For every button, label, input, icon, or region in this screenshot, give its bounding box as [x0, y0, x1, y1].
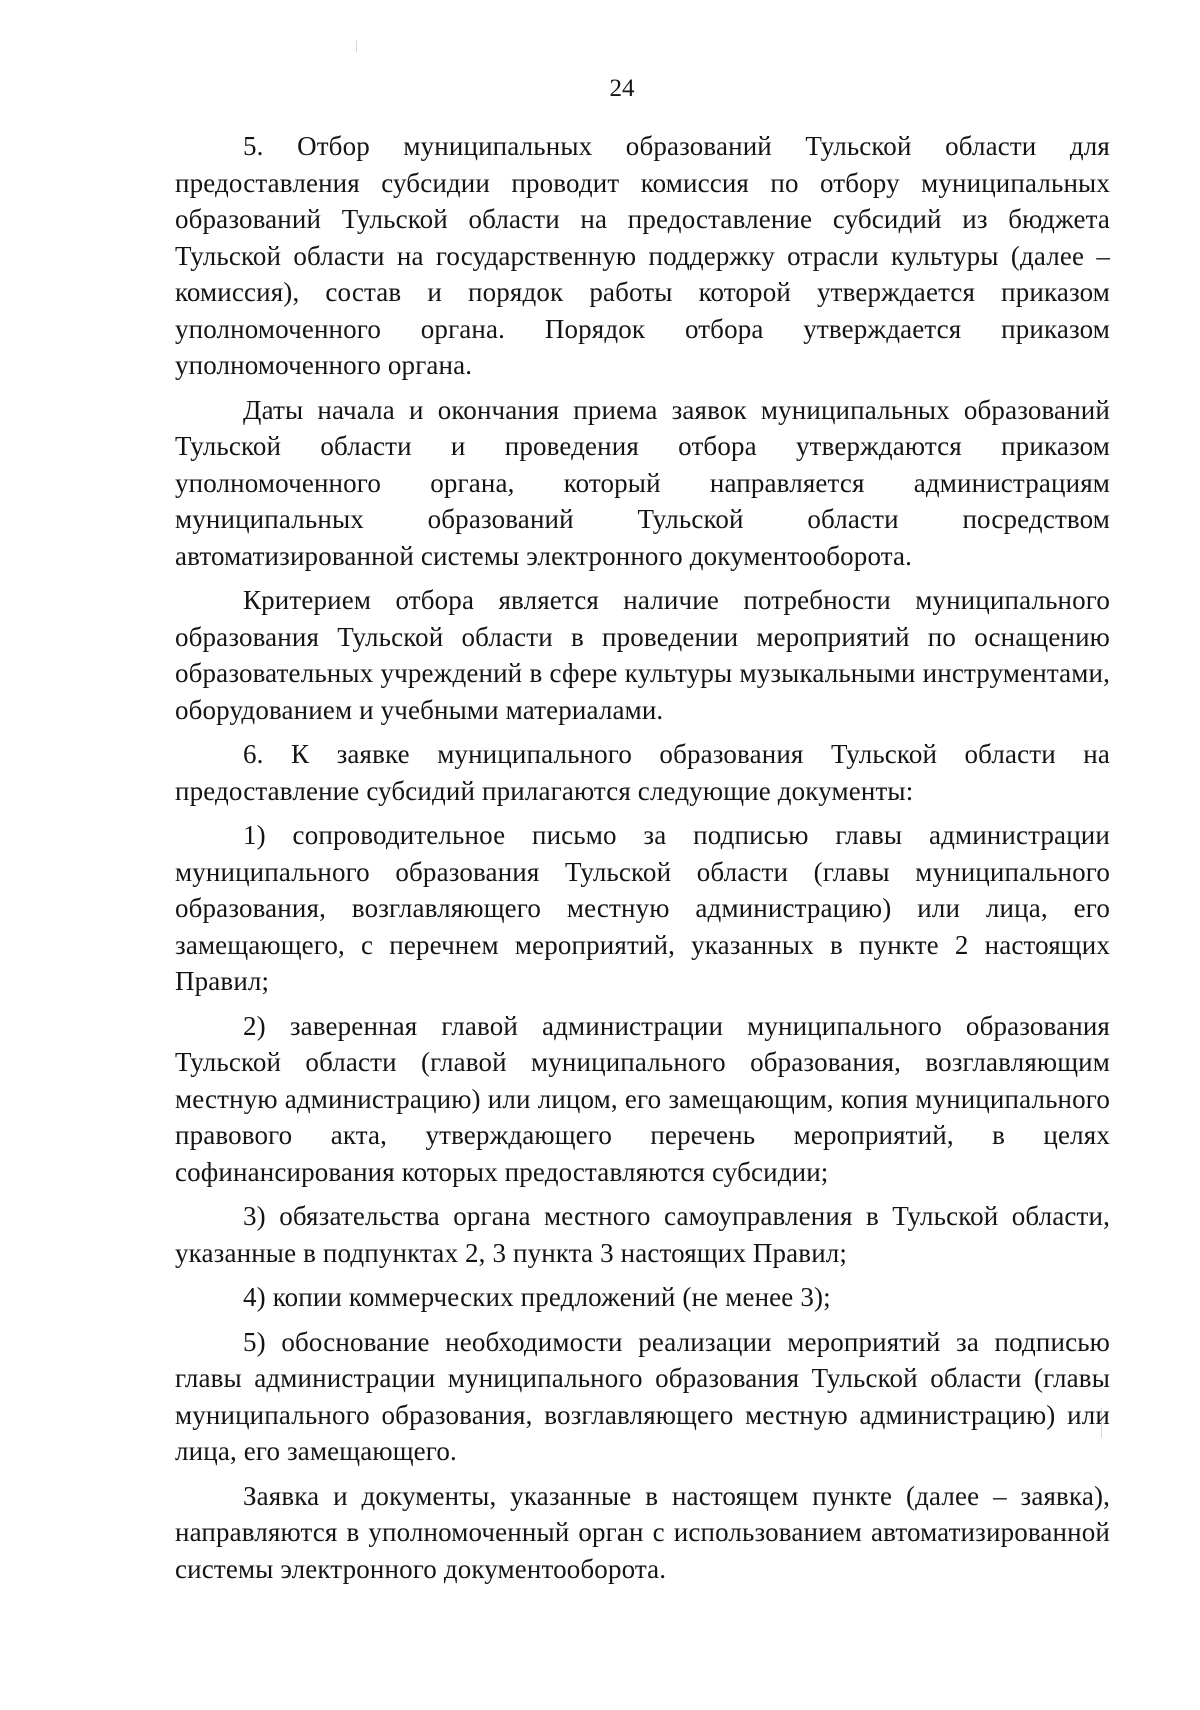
list-item-justification: 5) обоснование необходимости реализации мероприятий за подписью главы администрации муниципального образования Тульской области (главы муниципального образования, возглавляющего местную администрацию) или лица, его замещающего.	[175, 1326, 1110, 1466]
paragraph-attached-documents: 6. К заявке муниципального образования Тульской области на предоставление субсидий прилагаются следующие документы:	[175, 739, 1110, 806]
list-item-cover-letter: 1) сопроводительное письмо за подписью главы администрации муниципального образования Тульской области (главы муниципального образования, возглавляющего местную администрацию) или лица, его замещающего, с перечнем мероприятий, указанных в пункте 2 настоящих Правил;	[175, 820, 1110, 996]
document-body	[175, 128, 1110, 1587]
page-number: 24	[609, 75, 635, 102]
paragraph-application-dates: Даты начала и окончания приема заявок муниципальных образований Тульской области и проведения отбора утверждаются приказом уполномоченного органа, который направляется администрациям муниципальных образований Тульской области посредством автоматизированной системы электронного документооборота.	[175, 394, 1110, 571]
list-item-obligations: 3) обязательства органа местного самоуправления в Тульской области, указанные в подпунктах 2, 3 пункта 3 настоящих Правил;	[175, 1201, 1110, 1268]
list-item-commercial-offers: 4) копии коммерческих предложений (не менее 3);	[243, 1282, 831, 1312]
list-item-legal-act-copy: 2) заверенная главой администрации муниципального образования Тульской области (главой муниципального образования, возглавляющим местную администрацию) или лицом, его замещающим, копия муниципального правового акта, утверждающего перечень мероприятий, в целях софинансирования которых предоставляются субсидии;	[175, 1010, 1110, 1187]
paragraph-selection-criterion: Критерием отбора является наличие потребности муниципального образования Тульской области в проведении мероприятий по оснащению образовательных учреждений в сфере культуры музыкальными инструментами, оборудованием и учебными материалами.	[175, 585, 1110, 725]
paragraph-selection-commission: 5. Отбор муниципальных образований Тульской области для предоставления субсидии проводит комиссия по отбору муниципальных образований Тульской области на предоставление субсидий из бюджета Тульской области на государственную поддержку отрасли культуры (далее – комиссия), состав и порядок работы которой утверждается приказом уполномоченного органа. Порядок отбора утверждается приказом уполномоченного органа.	[175, 131, 1110, 380]
paragraph-submission: Заявка и документы, указанные в настоящем пункте (далее – заявка), направляются в уполномоченный орган с использованием автоматизированной системы электронного документооборота.	[175, 1480, 1110, 1584]
scan-artifact-mark	[356, 40, 357, 52]
